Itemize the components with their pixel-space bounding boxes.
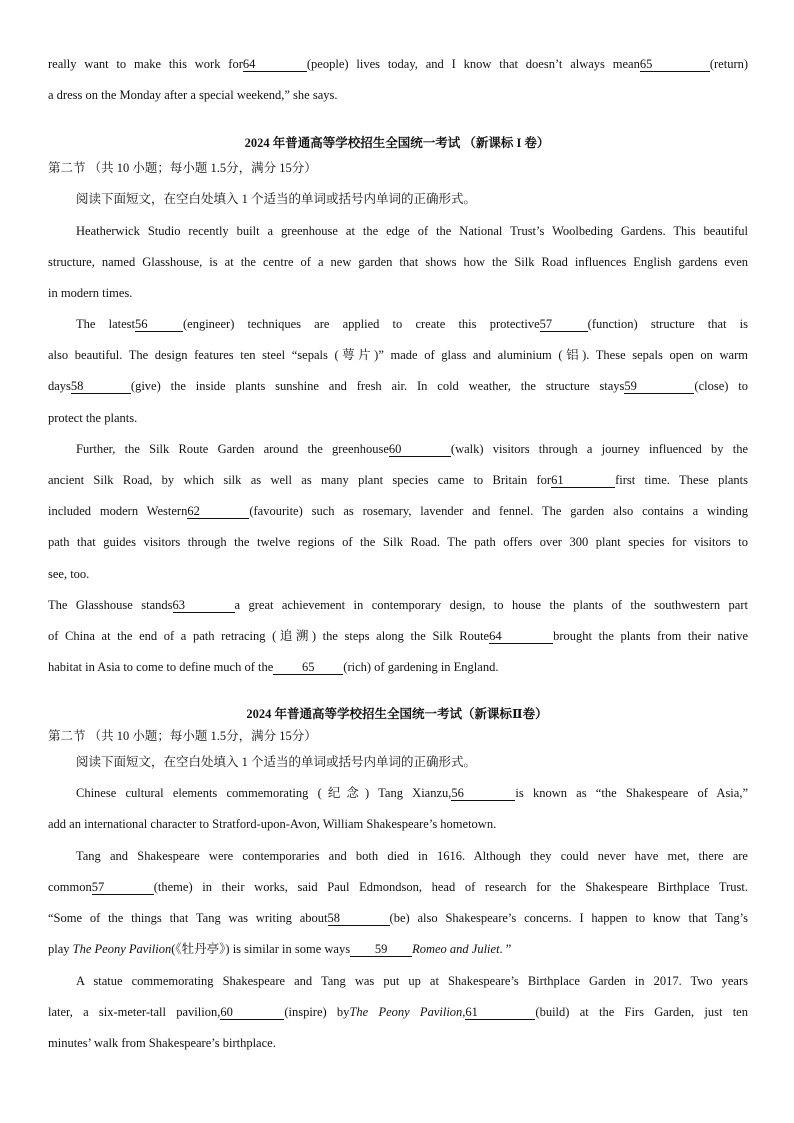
italic-title: The Peony Pavilion [349, 1005, 463, 1019]
italic-title: The Peony Pavilion [72, 942, 172, 956]
blank-63[interactable]: 63 [173, 599, 235, 613]
text: (inspire) by [284, 1005, 350, 1019]
text: (return) [709, 57, 749, 71]
text-line [76, 441, 748, 457]
italic-title: Romeo and Juliet [412, 942, 500, 956]
text-line [76, 316, 748, 332]
text: Further, the Silk Route Garden around the greenhouse [76, 442, 389, 456]
text-line: minutes’ walk from Shakespeare’s birthplace. [48, 1036, 276, 1050]
text: , [462, 1005, 466, 1019]
text-line [76, 785, 748, 801]
text: (people) lives today, and I know that doesn’t always mean [306, 57, 640, 71]
text: ancient Silk Road, by which silk as well as many plant species came to Britain for [48, 473, 552, 487]
text-line: see, too. [48, 567, 90, 581]
blank-58[interactable]: 58 [71, 380, 131, 394]
text: of China at the end of a path retracing (追溯) the steps along the Silk Route [48, 629, 490, 643]
blank-56[interactable]: 56 [451, 787, 515, 801]
blank-60[interactable]: 60 [389, 443, 451, 457]
blank-58[interactable]: 58 [328, 912, 390, 926]
section-title-2: 2024 年普通高等学校招生全国统一考试（新课标Ⅱ卷） [246, 707, 548, 721]
text: Chinese cultural elements commemorating (纪念) Tang Xianzu, [76, 786, 452, 800]
text-line: Tang and Shakespeare were contemporaries and both died in 1616. Although they could never have met, there are [76, 849, 748, 863]
text: (close) to [694, 379, 749, 393]
blank-60[interactable]: 60 [220, 1006, 284, 1020]
text: (rich) of gardening in England. [343, 660, 499, 674]
text-line [48, 597, 748, 613]
text-line [48, 472, 748, 488]
blank-62[interactable]: 62 [187, 505, 249, 519]
text-line: A statue commemorating Shakespeare and Tang was put up at Shakespeare’s Birthplace Garden in 2017. Two years [76, 974, 748, 988]
blank-64[interactable]: 64 [243, 58, 307, 72]
text-line: Heatherwick Studio recently built a greenhouse at the edge of the National Trust’s Woolbeding Gardens. This beautiful [76, 224, 748, 238]
text: common [48, 880, 92, 894]
text: play [48, 942, 70, 956]
text: . ” [499, 942, 512, 956]
blank-56[interactable]: 56 [135, 318, 183, 332]
text-line [48, 910, 748, 926]
text-line: in modern times. [48, 286, 133, 300]
text-line: a dress on the Monday after a special weekend,” she says. [48, 88, 338, 102]
text: later, a six-meter-tall pavilion, [48, 1005, 221, 1019]
text-line [48, 628, 748, 644]
section-heading-2: 第二节 （共 10 小题；每小题 1.5分，满分 15分） [48, 729, 317, 743]
text: (walk) visitors through a journey influenced by the [450, 442, 748, 456]
text: (function) structure that is [587, 317, 748, 331]
text: really want to make this work for [48, 57, 243, 71]
text: (engineer) techniques are applied to create this protective [183, 317, 540, 331]
instruction-1: 阅读下面短文，在空白处填入 1 个适当的单词或括号内单词的正确形式。 [76, 192, 477, 206]
text-line [48, 503, 748, 519]
text-line [48, 941, 748, 957]
blank-65[interactable]: 65 [273, 661, 343, 675]
text: (favourite) such as rosemary, lavender and fennel. The garden also contains a winding [249, 504, 748, 518]
text-line [48, 1004, 748, 1020]
text: (give) the inside plants sunshine and fresh air. In cold weather, the structure stays [130, 379, 625, 393]
text-line [48, 879, 748, 895]
text: “Some of the things that Tang was writing about [48, 911, 328, 925]
text: (《牡丹亭》) is similar in some ways [171, 942, 351, 956]
text-line: structure, named Glasshouse, is at the centre of a new garden that shows how the Silk Road influences English gardens even [48, 255, 748, 269]
text: The latest [76, 317, 135, 331]
text: brought the plants from their native [553, 629, 748, 643]
text: (be) also Shakespeare’s concerns. I happen to know that Tang’s [389, 911, 748, 925]
text-line: path that guides visitors through the twelve regions of the Silk Road. The path offers over 300 plant species for visitors to [48, 535, 748, 549]
text-line: add an international character to Stratford-upon-Avon, William Shakespeare’s hometown. [48, 817, 497, 831]
blank-59[interactable]: 59 [350, 943, 412, 957]
text-line [48, 56, 748, 72]
text: included modern Western [48, 504, 188, 518]
section-heading-1: 第二节 （共 10 小题；每小题 1.5分，满分 15分） [48, 161, 317, 175]
text-line: protect the plants. [48, 411, 138, 425]
text: first time. These plants [615, 473, 748, 487]
text: is known as “the Shakespeare of Asia,” [515, 786, 749, 800]
blank-64[interactable]: 64 [489, 630, 553, 644]
text-line [48, 659, 748, 675]
blank-61[interactable]: 61 [465, 1006, 535, 1020]
blank-61[interactable]: 61 [551, 474, 615, 488]
blank-59[interactable]: 59 [624, 380, 694, 394]
text: (theme) in their works, said Paul Edmondson, head of research for the Shakespeare Birthplace Trust. [153, 880, 748, 894]
blank-57[interactable]: 57 [92, 881, 154, 895]
text-line [48, 378, 748, 394]
section-title-1: 2024 年普通高等学校招生全国统一考试 （新课标 I 卷） [244, 136, 550, 150]
text: a great achievement in contemporary design, to house the plants of the southwestern part [234, 598, 748, 612]
text: The Glasshouse stands [48, 598, 173, 612]
text: habitat in Asia to come to define much of the [48, 660, 274, 674]
blank-57[interactable]: 57 [540, 318, 588, 332]
instruction-2: 阅读下面短文，在空白处填入 1 个适当的单词或括号内单词的正确形式。 [76, 755, 477, 769]
text-line: also beautiful. The design features ten steel “sepals (萼片)” made of glass and aluminium (铝). These sepals open on warm [48, 348, 748, 362]
blank-65[interactable]: 65 [640, 58, 710, 72]
text: days [48, 379, 71, 393]
text: (build) at the Firs Garden, just ten [535, 1005, 748, 1019]
